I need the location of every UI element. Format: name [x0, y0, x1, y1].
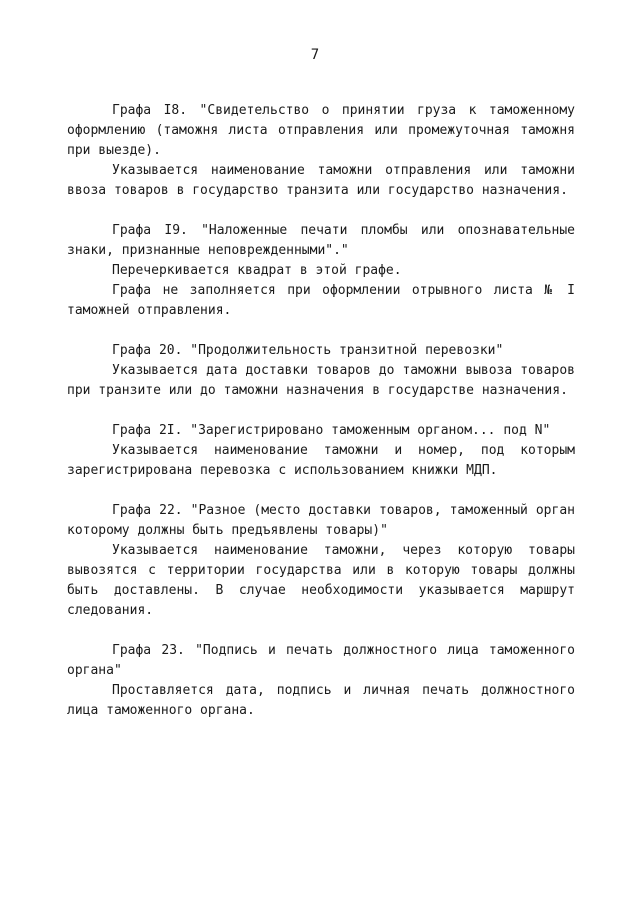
section-paragraph: Указывается дата доставки товаров до таможни вывоза товаров при транзите или до таможни назначения в государстве назначения.: [67, 363, 575, 398]
section-heading: Графа 23. "Подпись и печать должностного лица таможенного органа": [67, 643, 575, 678]
section-heading: Графа 22. "Разное (место доставки товаров, таможенный орган которому должны быть предъявлены товары)": [67, 503, 575, 538]
section-paragraph: Графа не заполняется при оформлении отрывного листа № I таможней отправления.: [67, 283, 575, 318]
section-paragraph: Проставляется дата, подпись и личная печать должностного лица таможенного органа.: [67, 683, 575, 718]
section-grafa-19: [67, 221, 575, 321]
section-paragraph: Перечеркивается квадрат в этой графе.: [112, 263, 402, 278]
section-grafa-23: [67, 641, 575, 721]
section-heading: Графа 20. "Продолжительность транзитной перевозки": [112, 343, 504, 358]
section-paragraph: Указывается наименование таможни, через которую товары вывозятся с территории государства или в которую товары должны быть доставлены. В случае необходимости указывается маршрут следования.: [67, 543, 575, 618]
document-body: [67, 101, 575, 741]
section-paragraph: Указывается наименование таможни и номер, под которым зарегистрирована перевозка с использованием книжки МДП.: [67, 443, 575, 478]
section-grafa-18: [67, 101, 575, 201]
section-paragraph: Указывается наименование таможни отправления или таможни ввоза товаров в государство транзита или государство назначения.: [67, 163, 575, 198]
section-heading: Графа I8. "Свидетельство о принятии груза к таможенному оформлению (таможня листа отправления или промежуточная таможня при выезде).: [67, 103, 575, 158]
section-heading: Графа I9. "Наложенные печати пломбы или опознавательные знаки, признанные неповрежденными".": [67, 223, 575, 258]
section-grafa-20: [67, 341, 575, 401]
section-grafa-22: [67, 501, 575, 621]
page-number: 7: [310, 47, 320, 63]
section-heading: Графа 2I. "Зарегистрировано таможенным органом... под N": [112, 423, 551, 438]
section-grafa-21: [67, 421, 575, 481]
